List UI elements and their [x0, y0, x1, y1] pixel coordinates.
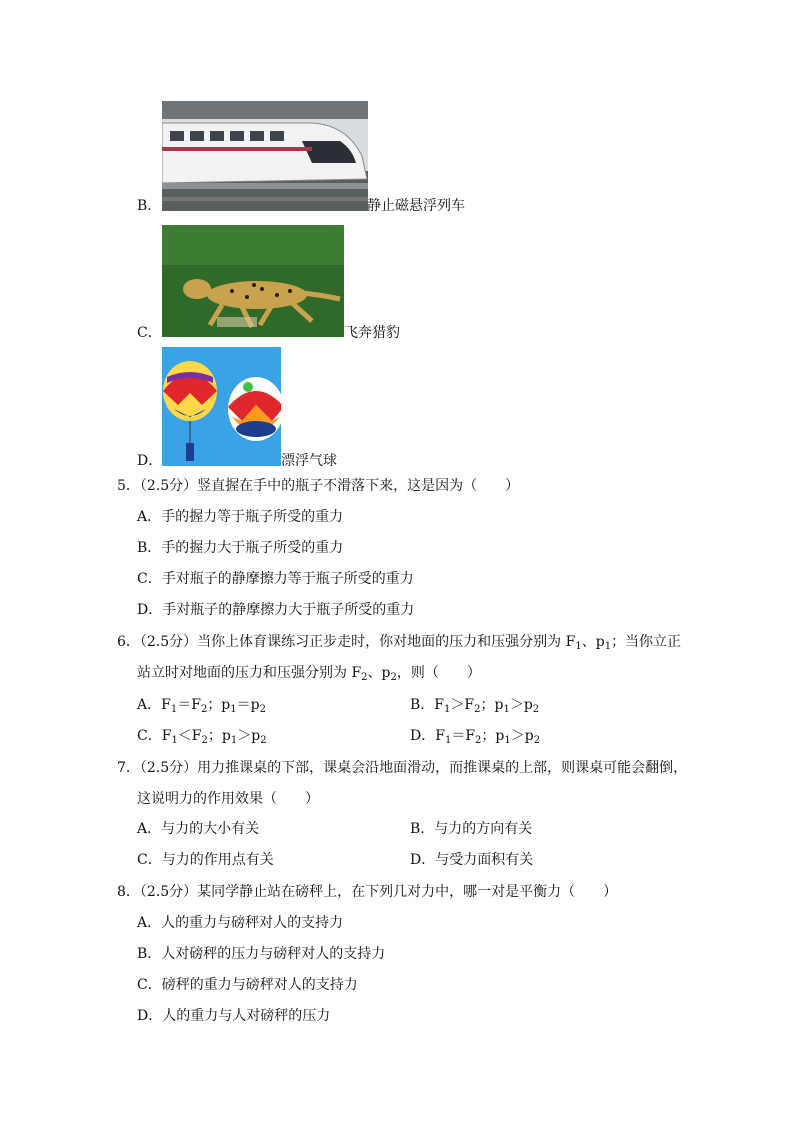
q6-option-c-formula: $F_1<F_2$；$p_1>p_2$: [161, 728, 267, 746]
cheetah-image: [162, 225, 344, 337]
q6-option-b-letter: B．: [410, 697, 435, 713]
q8-option-b: B．人对磅秤的压力与磅秤对人的支持力: [137, 946, 386, 962]
q6-stem-text1: 6．（2.5分）当你上体育课练习正步走时，你对地面的压力和压强分别为: [117, 634, 562, 650]
q7-option-a: A．与力的大小有关: [137, 821, 260, 837]
q7-option-c: C．与力的作用点有关: [137, 852, 274, 868]
maglev-train-caption: 静止磁悬浮列车: [367, 198, 465, 214]
q5-option-d: D．手对瓶子的静摩擦力大于瓶子所受的重力: [137, 602, 415, 618]
q6-stem-line1: [117, 632, 681, 657]
q6-option-d: [410, 726, 540, 751]
balloons-caption: 漂浮气球: [281, 453, 337, 469]
maglev-train-image: [162, 101, 368, 211]
q5-option-c: C．手对瓶子的静摩擦力等于瓶子所受的重力: [137, 571, 414, 587]
q8-option-d: D．人的重力与人对磅秤的压力: [137, 1008, 331, 1024]
cheetah-caption: 飞奔猎豹: [344, 325, 400, 341]
q6-stem-line2: [137, 663, 481, 688]
q6-option-c: [137, 726, 267, 751]
q5-option-b: B．手的握力大于瓶子所受的重力: [137, 540, 344, 556]
q8-stem: 8．（2.5分）某同学静止站在磅秤上，在下列几对力中，哪一对是平衡力（ ）: [117, 884, 618, 900]
q6-stem-text2: 站立时对地面的压力和压强分别为: [137, 665, 347, 681]
q6-option-d-formula: $F_1=F_2$；$p_1>p_2$: [435, 728, 541, 746]
q6-option-b-formula: $F_1>F_2$；$p_1>p_2$: [434, 697, 540, 715]
q8-option-c: C．磅秤的重力与磅秤对人的支持力: [137, 977, 358, 993]
option-d-letter: D．: [137, 453, 163, 469]
q6-stem-formula2: $F_2$、$p_2$，则（ ）: [351, 665, 481, 683]
q7-option-b: B．与力的方向有关: [410, 821, 533, 837]
q6-option-d-letter: D．: [410, 728, 436, 744]
q6-option-a: [137, 695, 266, 720]
q6-option-c-letter: C．: [137, 728, 162, 744]
balloons-image: [162, 347, 281, 466]
q7-stem-line1: 7．（2.5分）用力推课桌的下部，课桌会沿地面滑动，而推课桌的上部，则课桌可能会翻倒，: [117, 760, 688, 776]
q6-option-b: [410, 695, 539, 720]
q5-option-a: A．手的握力等于瓶子所受的重力: [137, 509, 344, 525]
q8-option-a: A．人的重力与磅秤对人的支持力: [137, 915, 344, 931]
option-b-letter: B．: [137, 198, 162, 214]
q5-stem: 5．（2.5分）竖直握在手中的瓶子不滑落下来，这是因为（ ）: [117, 478, 520, 494]
option-c-letter: C．: [137, 325, 162, 341]
q6-stem-formula1: $F_1$、$p_1$；当你立正: [565, 634, 682, 652]
q6-option-a-letter: A．: [137, 697, 162, 713]
q7-option-d: D．与受力面积有关: [410, 852, 534, 868]
q6-option-a-formula: $F_1=F_2$；$p_1=p_2$: [161, 697, 266, 715]
q7-stem-line2: 这说明力的作用效果（ ）: [137, 791, 319, 807]
